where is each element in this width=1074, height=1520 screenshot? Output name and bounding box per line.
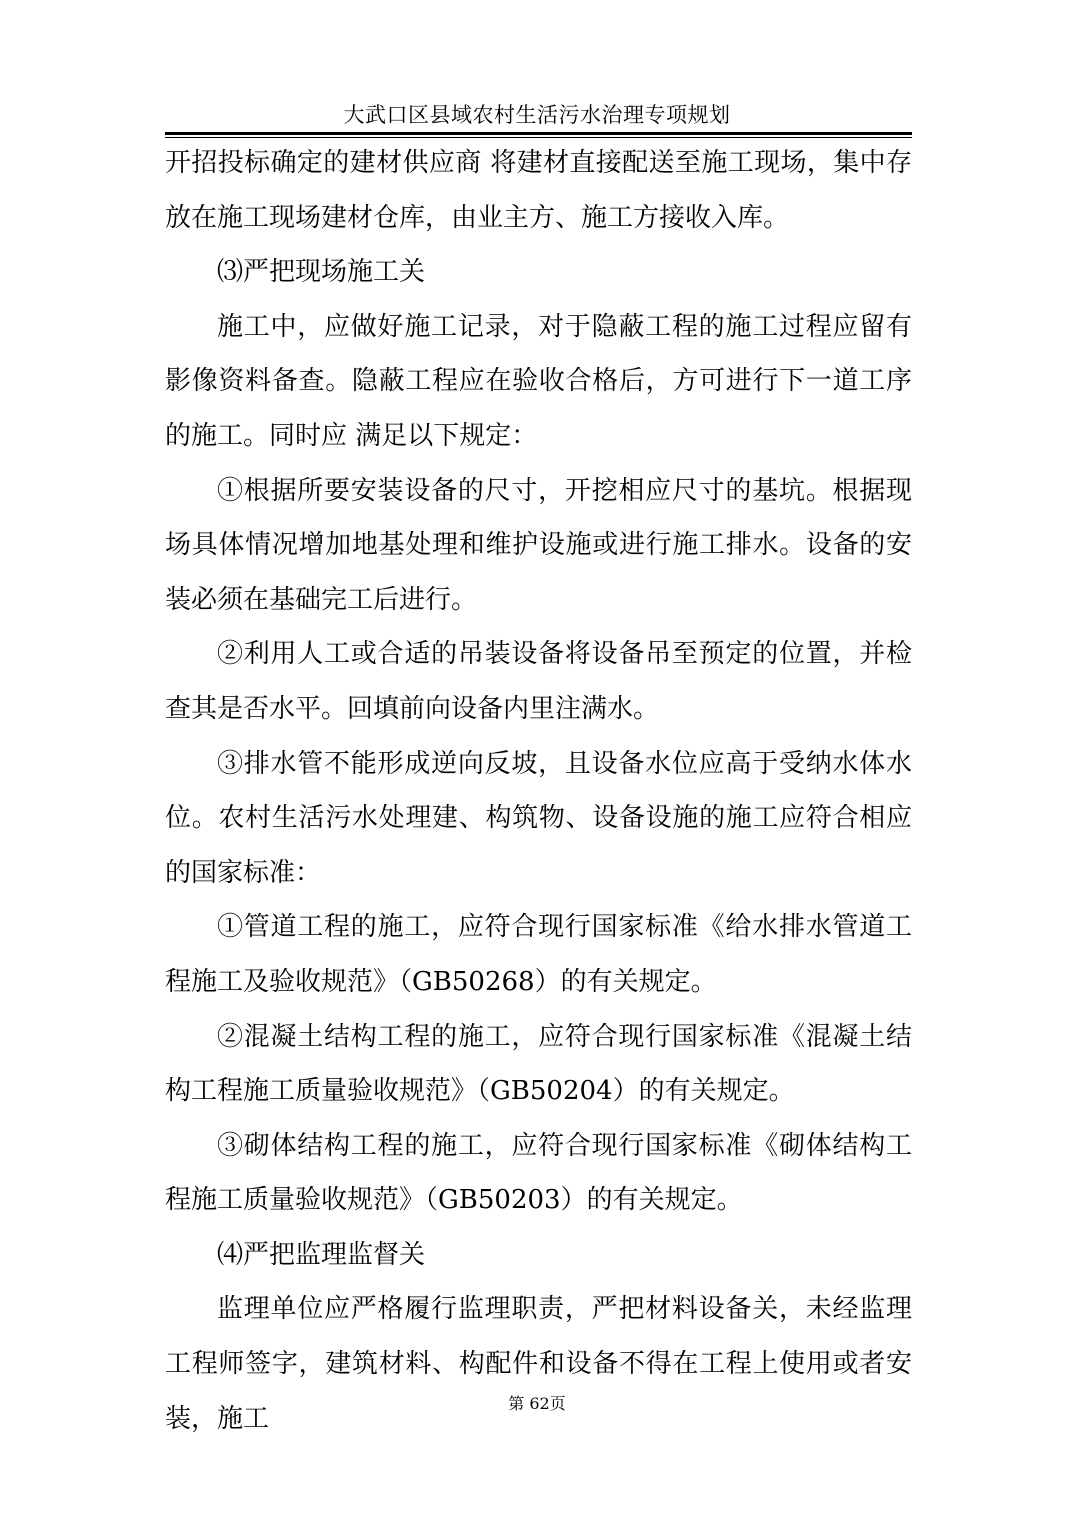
section-heading-3: ⑶严把现场施工关 xyxy=(217,257,426,288)
page-header-title: 大武口区县域农村生活污水治理专项规划 xyxy=(343,103,731,127)
list-item: ②混凝土结构工程的施工，应符合现行国家标准《混凝土结构工程施工质量验收规范》（GB50204）的有关规定。 xyxy=(165,1021,912,1107)
list-item: ③砌体结构工程的施工，应符合现行国家标准《砌体结构工程施工质量验收规范》（GB50203）的有关规定。 xyxy=(165,1130,912,1216)
header-rule-thick xyxy=(165,132,912,135)
paragraph: 监理单位应严格履行监理职责，严把材料设备关，未经监理工程师签字，建筑材料、构配件和设备不得在工程上使用或者安装，施工 xyxy=(165,1294,912,1434)
paragraph: 施工中，应做好施工记录，对于隐蔽工程的施工过程应留有影像资料备查。隐蔽工程应在验收合格后，方可进行下一道工序的施工。同时应 满足以下规定： xyxy=(165,311,912,451)
list-item: ②利用人工或合适的吊装设备将设备吊至预定的位置，并检查其是否水平。回填前向设备内里注满水。 xyxy=(165,639,912,724)
list-item: ①管道工程的施工，应符合现行国家标准《给水排水管道工程施工及验收规范》（GB50268）的有关规定。 xyxy=(165,912,912,997)
paragraph-continued: 开招投标确定的建材供应商 将建材直接配送至施工现场，集中存放在施工现场建材仓库，由业主方、施工方接收入库。 xyxy=(165,148,912,233)
list-item: ③排水管不能形成逆向反坡，且设备水位应高于受纳水体水位。农村生活污水处理建、构筑物、设备设施的施工应符合相应的国家标准： xyxy=(165,748,912,888)
list-item: ①根据所要安装设备的尺寸，开挖相应尺寸的基坑。根据现场具体情况增加地基处理和维护设施或进行施工排水。设备的安装必须在基础完工后进行。 xyxy=(165,475,912,615)
section-heading-4: ⑷严把监理监督关 xyxy=(217,1239,426,1270)
document-body xyxy=(165,136,912,1446)
page-number: 第 62页 xyxy=(508,1394,566,1413)
